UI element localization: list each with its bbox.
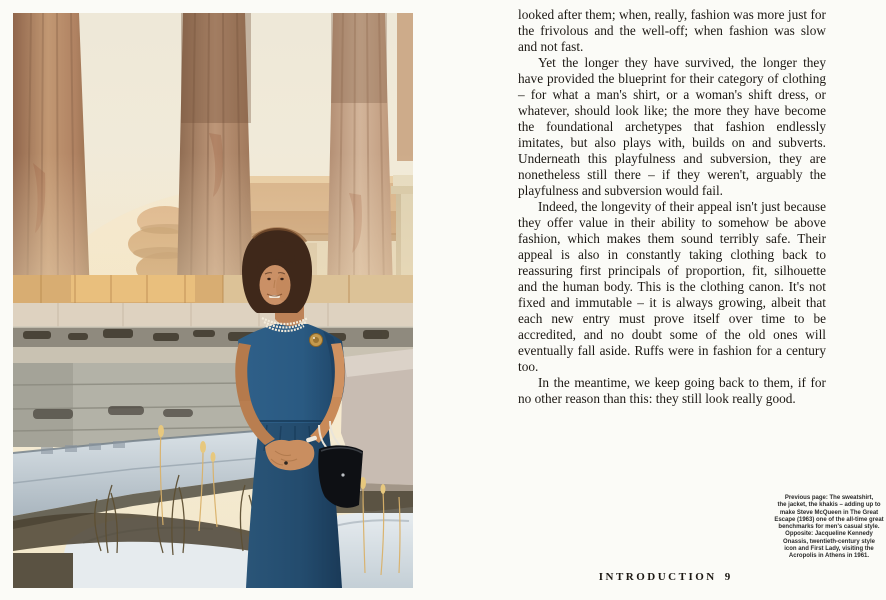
footer-page-number: 9	[724, 571, 731, 583]
caption-line: Escape (1963) one of the all-time great	[774, 516, 884, 523]
photo-caption	[769, 495, 886, 561]
caption-line: make Steve McQueen in The Great	[779, 509, 879, 516]
caption-line: Opposite: Jacqueline Kennedy	[785, 531, 873, 538]
right-page	[443, 0, 886, 600]
acropolis-photo-art	[13, 13, 413, 588]
acropolis-photo	[13, 13, 413, 588]
caption-line: Acropolis in Athens in 1961.	[788, 553, 870, 560]
body-paragraph: looked after them; when, really, fashion was more just for the frivolous and the well-off; when fashion was slow and not fast.	[518, 7, 826, 54]
caption-line: Onassis, twentieth-century style	[782, 538, 876, 545]
body-paragraph: Yet the longer they have survived, the longer they have provided the blueprint for their category of clothing – for what a man's shirt, or a woman's shift dress, or whatever, should look like; the more they have become the foundational archetypes that fashion endlessly imitates, but also plays with, builds on and subverts. Underneath this playfulness and subversion, they are nonetheless still there – if they weren't, arguably the playfulness and subversion would fail.	[518, 55, 826, 198]
body-text	[518, 7, 826, 407]
caption-line: icon and First Lady, visiting the	[784, 546, 874, 553]
page-footer	[443, 571, 886, 583]
body-paragraph: Indeed, the longevity of their appeal isn't just because they offer value in their ability to somehow be above fashion, which makes them sound terribly safe. Their appeal is also in constantly taking clothing back to reassuring first principals of proportion, fit, silhouette and the human body. This is the clothing canon. It's not fixed and immutable – it is always growing, albeit that each new entry must prove itself over time to be accredited, and no doubt some of the old ones will eventually fall aside. Ruffs were in fashion for a century too.	[518, 199, 826, 374]
caption-line: benchmarks for men's casual style.	[778, 524, 880, 531]
footer-section-label: INTRODUCTION	[598, 571, 717, 583]
caption-line: the jacket, the khakis – adding up to	[777, 502, 881, 509]
caption-line: Previous page: The sweatshirt,	[784, 495, 874, 501]
body-paragraph: In the meantime, we keep going back to them, if for no other reason than this: they still look really good.	[518, 375, 826, 406]
